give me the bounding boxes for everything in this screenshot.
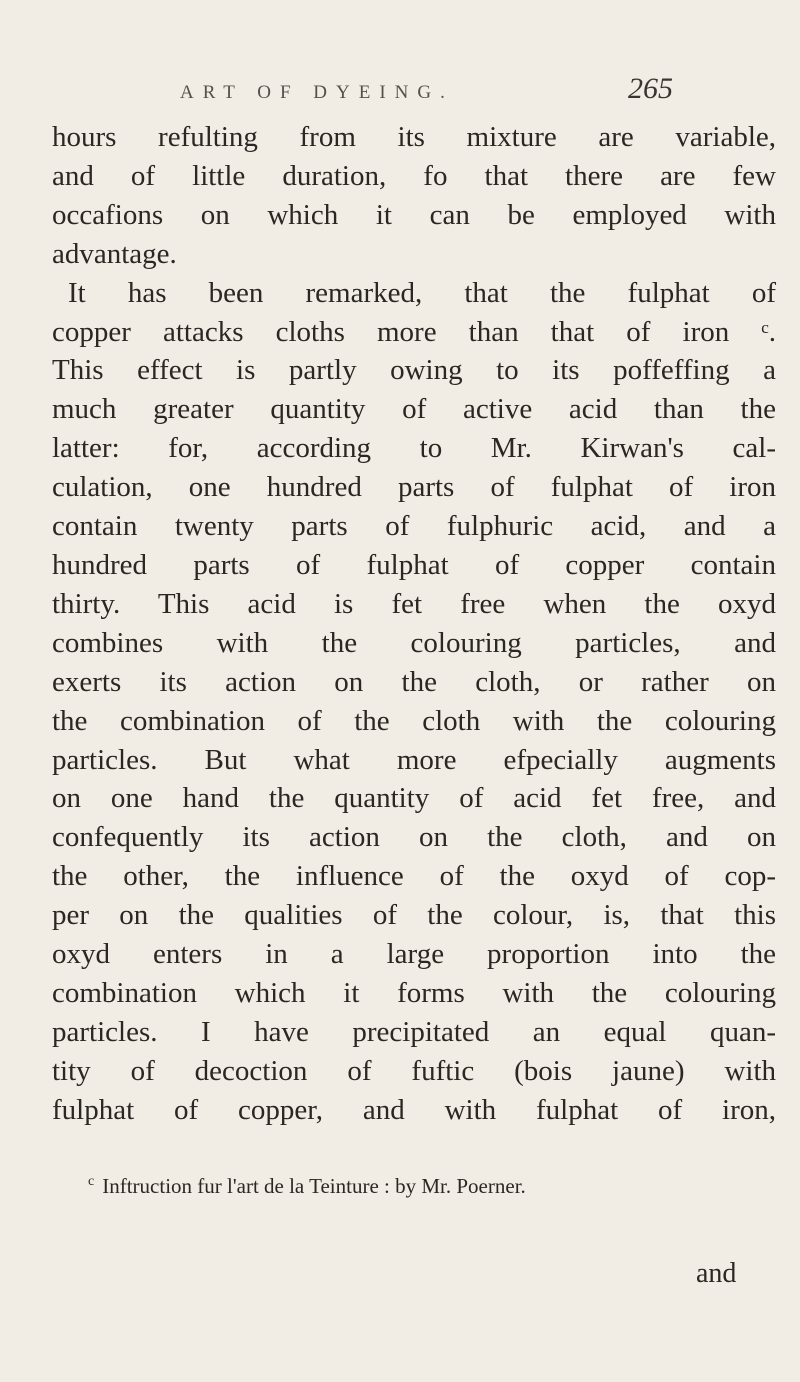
text-line: contain twenty parts of fulphuric acid, and a — [52, 510, 776, 543]
text-line: advantage. — [52, 237, 177, 270]
text-line: on one hand the quantity of acid fet free, and — [52, 782, 776, 815]
footnote-text: Inftruction fur l'art de la Teinture : by Mr. Poerner. — [102, 1174, 526, 1198]
text-line: confequently its action on the cloth, and on — [52, 821, 776, 854]
body-text — [52, 118, 776, 1130]
text-line: oxyd enters in a large proportion into the — [52, 938, 776, 971]
text-line: latter: for, according to Mr. Kirwan's cal- — [52, 432, 776, 465]
text-line: tity of decoction of fuftic (bois jaune) with — [52, 1054, 776, 1087]
text-line: occafions on which it can be employed with — [52, 198, 776, 231]
footnote — [88, 1168, 748, 1200]
text-line: combination which it forms with the colouring — [52, 976, 776, 1009]
text-line: exerts its action on the cloth, or rather on — [52, 665, 776, 698]
text-line: and of little duration, fo that there are few — [52, 159, 776, 192]
text-line: thirty. This acid is fet free when the oxyd — [52, 587, 776, 620]
footnote-marker: c — [88, 1174, 95, 1189]
text-line: per on the qualities of the colour, is, that this — [52, 899, 776, 932]
text-line: the combination of the cloth with the colouring — [52, 704, 776, 737]
text-line: particles. But what more efpecially augments — [52, 743, 776, 776]
text-line: This effect is partly owing to its poffeffing a — [52, 354, 776, 387]
text-line: fulphat of copper, and with fulphat of iron, — [52, 1093, 776, 1126]
text-line: copper attacks cloths more than that of iron ᶜ. — [52, 315, 776, 348]
page-number: 265 — [628, 72, 673, 105]
text-line: combines with the colouring particles, and — [52, 626, 776, 659]
text-line: It has been remarked, that the fulphat of — [68, 276, 776, 309]
text-line: hours refulting from its mixture are variable, — [52, 121, 776, 153]
text-line: the other, the influence of the oxyd of cop- — [52, 860, 776, 893]
text-line: particles. I have precipitated an equal quan- — [52, 1015, 776, 1048]
text-line: hundred parts of fulphat of copper contain — [52, 548, 776, 581]
running-head: ART OF DYEING. — [180, 82, 454, 103]
text-line: much greater quantity of active acid than the — [52, 393, 776, 426]
text-line: culation, one hundred parts of fulphat of iron — [52, 471, 776, 504]
catchword: and — [696, 1258, 737, 1289]
